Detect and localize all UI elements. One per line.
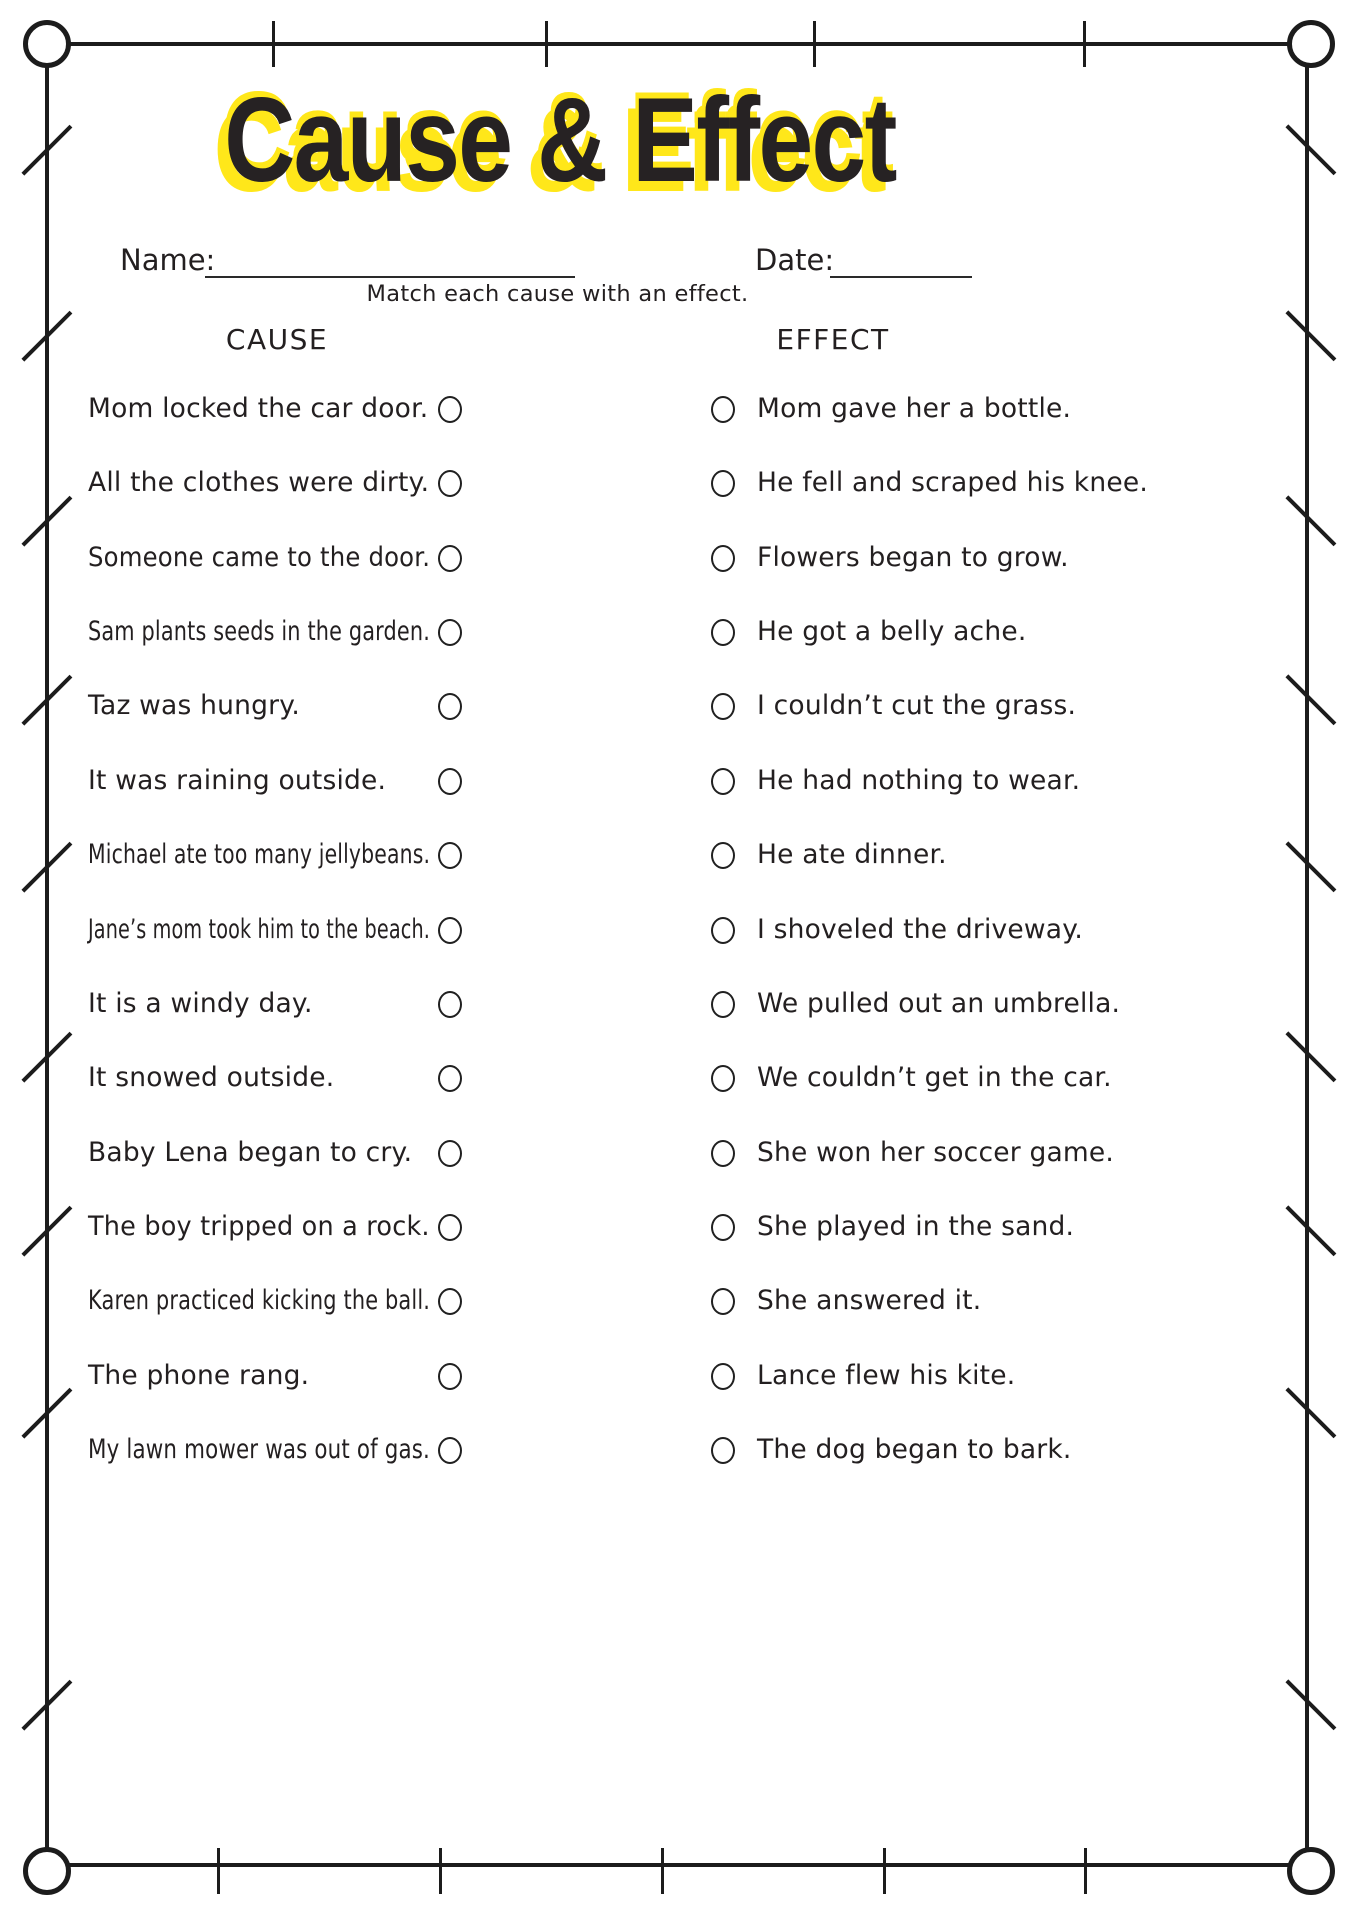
cause-match-circle-icon[interactable] <box>438 1288 462 1315</box>
cause-match-circle-icon[interactable] <box>438 842 462 869</box>
match-row <box>0 832 1358 878</box>
cause-text: It is a windy day. <box>88 987 313 1019</box>
border-tick-icon <box>545 21 548 67</box>
cause-text: All the clothes were dirty. <box>88 467 430 499</box>
match-row <box>0 1204 1358 1250</box>
cause-match-circle-icon[interactable] <box>438 1437 462 1464</box>
corner-circle-icon <box>23 1847 71 1895</box>
effect-text: He had nothing to wear. <box>757 764 1081 796</box>
cause-text: Mom locked the car door. <box>88 393 429 424</box>
cause-match-circle-icon[interactable] <box>438 1140 462 1167</box>
cause-match-circle-icon[interactable] <box>438 1363 462 1390</box>
effect-match-circle-icon[interactable] <box>711 396 735 423</box>
cause-text: Karen practiced kicking the ball. <box>88 1285 431 1317</box>
match-row <box>0 535 1358 581</box>
cause-match-circle-icon[interactable] <box>438 991 462 1018</box>
name-input-line[interactable] <box>205 276 575 278</box>
cause-match-circle-icon[interactable] <box>438 768 462 795</box>
effect-text: We pulled out an umbrella. <box>757 987 1121 1019</box>
effect-match-circle-icon[interactable] <box>711 1363 735 1390</box>
cause-text: The boy tripped on a rock. <box>88 1210 430 1242</box>
border-tick-icon <box>272 21 275 67</box>
effect-match-circle-icon[interactable] <box>711 470 735 497</box>
cause-text: My lawn mower was out of gas. <box>88 1434 431 1465</box>
effect-match-circle-icon[interactable] <box>711 768 735 795</box>
effect-match-circle-icon[interactable] <box>711 1140 735 1167</box>
match-row <box>0 758 1358 804</box>
match-row <box>0 1427 1358 1473</box>
cause-match-circle-icon[interactable] <box>438 1065 462 1092</box>
effect-text: The dog began to bark. <box>757 1434 1072 1465</box>
match-row <box>0 1055 1358 1101</box>
cause-text: The phone rang. <box>88 1359 310 1391</box>
border-frame <box>45 42 1309 1867</box>
date-input-line[interactable] <box>830 276 972 278</box>
cause-text: Jane’s mom took him to the beach. <box>88 913 431 945</box>
match-row <box>0 460 1358 506</box>
effect-match-circle-icon[interactable] <box>711 917 735 944</box>
effect-match-circle-icon[interactable] <box>711 1214 735 1241</box>
effect-match-circle-icon[interactable] <box>711 693 735 720</box>
corner-circle-icon <box>1287 1847 1335 1895</box>
effect-text: He got a belly ache. <box>757 616 1027 648</box>
cause-match-circle-icon[interactable] <box>438 545 462 572</box>
border-tick-icon <box>1083 21 1086 67</box>
corner-circle-icon <box>23 20 71 68</box>
cause-text: Taz was hungry. <box>88 690 300 722</box>
effect-text: We couldn’t get in the car. <box>757 1062 1112 1094</box>
effect-match-circle-icon[interactable] <box>711 1065 735 1092</box>
cause-match-circle-icon[interactable] <box>438 396 462 423</box>
border-tick-icon <box>661 1848 664 1894</box>
effect-text: I couldn’t cut the grass. <box>757 690 1077 722</box>
effect-text: She played in the sand. <box>757 1210 1075 1242</box>
cause-column-header: CAUSE <box>225 323 329 356</box>
worksheet-title: Cause & Effect <box>224 73 896 207</box>
effect-text: Mom gave her a bottle. <box>757 393 1072 424</box>
name-label: Name: <box>120 243 216 277</box>
corner-circle-icon <box>1287 20 1335 68</box>
cause-match-circle-icon[interactable] <box>438 470 462 497</box>
border-tick-icon <box>813 21 816 67</box>
cause-text: Michael ate too many jellybeans. <box>88 839 431 871</box>
match-row <box>0 981 1358 1027</box>
effect-match-circle-icon[interactable] <box>711 619 735 646</box>
effect-text: Lance flew his kite. <box>757 1359 1016 1391</box>
effect-match-circle-icon[interactable] <box>711 1437 735 1464</box>
match-row <box>0 907 1358 953</box>
effect-match-circle-icon[interactable] <box>711 842 735 869</box>
border-tick-icon <box>883 1848 886 1894</box>
effect-match-circle-icon[interactable] <box>711 991 735 1018</box>
effect-text: Flowers began to grow. <box>757 541 1069 573</box>
cause-text: Someone came to the door. <box>88 541 431 573</box>
match-row <box>0 609 1358 655</box>
effect-text: He ate dinner. <box>757 839 947 871</box>
cause-text: It snowed outside. <box>88 1062 335 1094</box>
date-label: Date: <box>755 243 835 277</box>
cause-match-circle-icon[interactable] <box>438 619 462 646</box>
effect-match-circle-icon[interactable] <box>711 1288 735 1315</box>
cause-match-circle-icon[interactable] <box>438 917 462 944</box>
match-row <box>0 1130 1358 1176</box>
match-row <box>0 1353 1358 1399</box>
cause-match-circle-icon[interactable] <box>438 1214 462 1241</box>
cause-text: Sam plants seeds in the garden. <box>88 616 431 648</box>
border-tick-icon <box>439 1848 442 1894</box>
effect-text: She answered it. <box>757 1285 982 1317</box>
instruction-text: Match each cause with an effect. <box>366 281 749 307</box>
cause-text: Baby Lena began to cry. <box>88 1136 413 1168</box>
cause-text: It was raining outside. <box>88 764 387 796</box>
effect-text: She won her soccer game. <box>757 1136 1115 1168</box>
effect-match-circle-icon[interactable] <box>711 545 735 572</box>
effect-column-header: EFFECT <box>776 323 890 356</box>
effect-text: I shoveled the driveway. <box>757 913 1083 945</box>
cause-match-circle-icon[interactable] <box>438 693 462 720</box>
match-row <box>0 683 1358 729</box>
match-row <box>0 386 1358 432</box>
border-tick-icon <box>217 1848 220 1894</box>
effect-text: He fell and scraped his knee. <box>757 467 1148 499</box>
match-row <box>0 1278 1358 1324</box>
border-tick-icon <box>1084 1848 1087 1894</box>
